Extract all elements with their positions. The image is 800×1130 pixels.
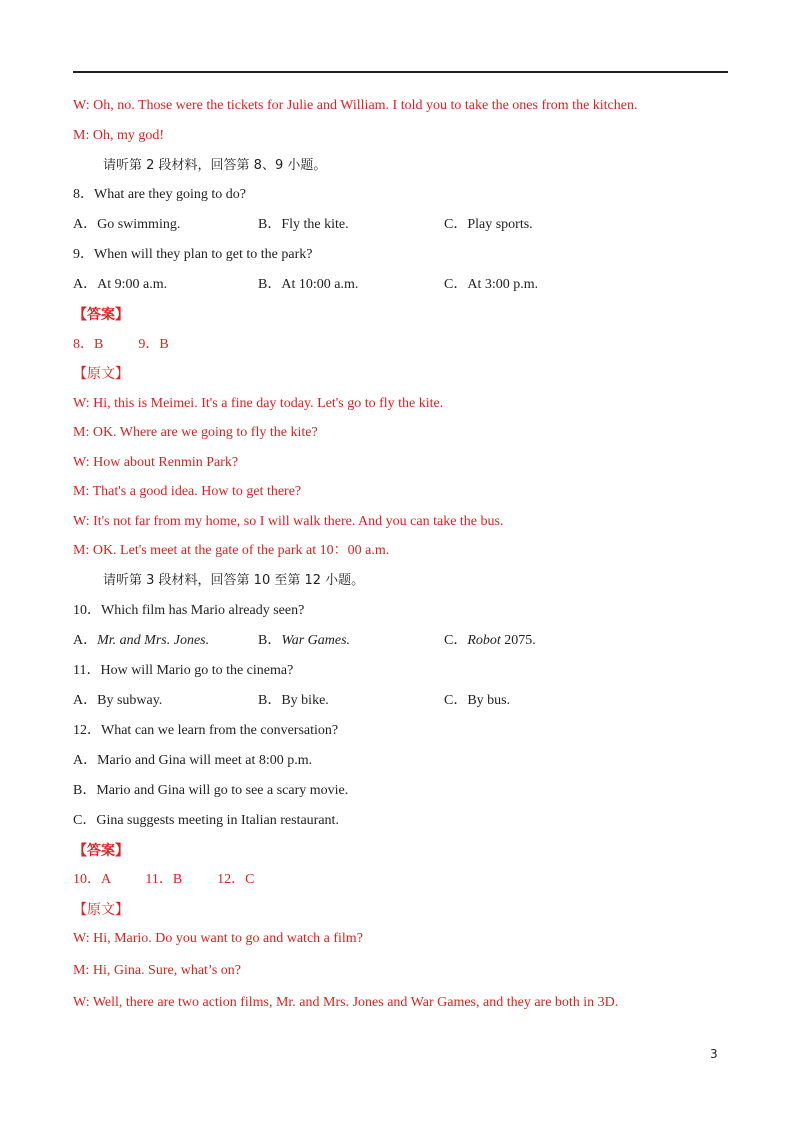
option-8a: A．Go swimming. bbox=[73, 217, 181, 232]
transcript-label: 【原文】 bbox=[73, 366, 129, 382]
option-10c: C．Robot 2075. bbox=[444, 633, 536, 648]
section-instruction: 请听第 2 段材料，回答第 8、9 小题。 bbox=[103, 158, 327, 173]
transcript-line: M: Hi, Gina. Sure, what’s on? bbox=[73, 963, 241, 978]
question-8: 8．What are they going to do? bbox=[73, 187, 247, 202]
transcript-line: W: How about Renmin Park? bbox=[73, 455, 239, 470]
question-11: 11．How will Mario go to the cinema? bbox=[73, 663, 294, 678]
transcript-line: M: OK. Where are we going to fly the kite? bbox=[73, 425, 318, 440]
option-8b: B．Fly the kite. bbox=[258, 217, 349, 232]
question-9: 9．When will they plan to get to the park? bbox=[73, 247, 313, 262]
section-instruction: 请听第 3 段材料，回答第 10 至第 12 小题。 bbox=[103, 573, 365, 588]
option-8c: C．Play sports. bbox=[444, 217, 533, 232]
question-12: 12．What can we learn from the conversation? bbox=[73, 723, 339, 738]
transcript-line: M: That's a good idea. How to get there? bbox=[73, 484, 302, 499]
option-10a: A．Mr. and Mrs. Jones. bbox=[73, 633, 210, 648]
option-12b: B．Mario and Gina will go to see a scary movie. bbox=[73, 783, 349, 798]
transcript-label: 【原文】 bbox=[73, 902, 129, 918]
answer-values: 10．A 11．B 12．C bbox=[73, 872, 255, 887]
answer-label: 【答案】 bbox=[73, 843, 129, 859]
option-11b: B．By bike. bbox=[258, 693, 329, 708]
question-10: 10．Which film has Mario already seen? bbox=[73, 603, 305, 618]
option-10b: B．War Games. bbox=[258, 633, 351, 648]
option-9b: B．At 10:00 a.m. bbox=[258, 277, 359, 292]
transcript-line: W: It's not far from my home, so I will walk there. And you can take the bus. bbox=[73, 514, 504, 529]
transcript-line: W: Hi, Mario. Do you want to go and watch a film? bbox=[73, 931, 363, 946]
answer-label: 【答案】 bbox=[73, 307, 129, 323]
transcript-line: W: Well, there are two action films, Mr. and Mrs. Jones and War Games, and they are both in 3D. bbox=[73, 995, 619, 1010]
option-11a: A．By subway. bbox=[73, 693, 163, 708]
transcript-line: W: Oh, no. Those were the tickets for Julie and William. I told you to take the ones from the kitchen. bbox=[73, 98, 638, 113]
option-11c: C．By bus. bbox=[444, 693, 511, 708]
page-number: 3 bbox=[710, 1047, 718, 1061]
option-12a: A．Mario and Gina will meet at 8:00 p.m. bbox=[73, 753, 313, 768]
answer-values: 8．B 9．B bbox=[73, 337, 169, 352]
transcript-line: W: Hi, this is Meimei. It's a fine day today. Let's go to fly the kite. bbox=[73, 396, 444, 411]
header-rule bbox=[73, 71, 728, 73]
transcript-line: M: Oh, my god! bbox=[73, 128, 164, 143]
option-9c: C．At 3:00 p.m. bbox=[444, 277, 539, 292]
option-9a: A．At 9:00 a.m. bbox=[73, 277, 168, 292]
transcript-line: M: OK. Let's meet at the gate of the park at 10：00 a.m. bbox=[73, 543, 390, 558]
option-12c: C．Gina suggests meeting in Italian restaurant. bbox=[73, 813, 339, 828]
